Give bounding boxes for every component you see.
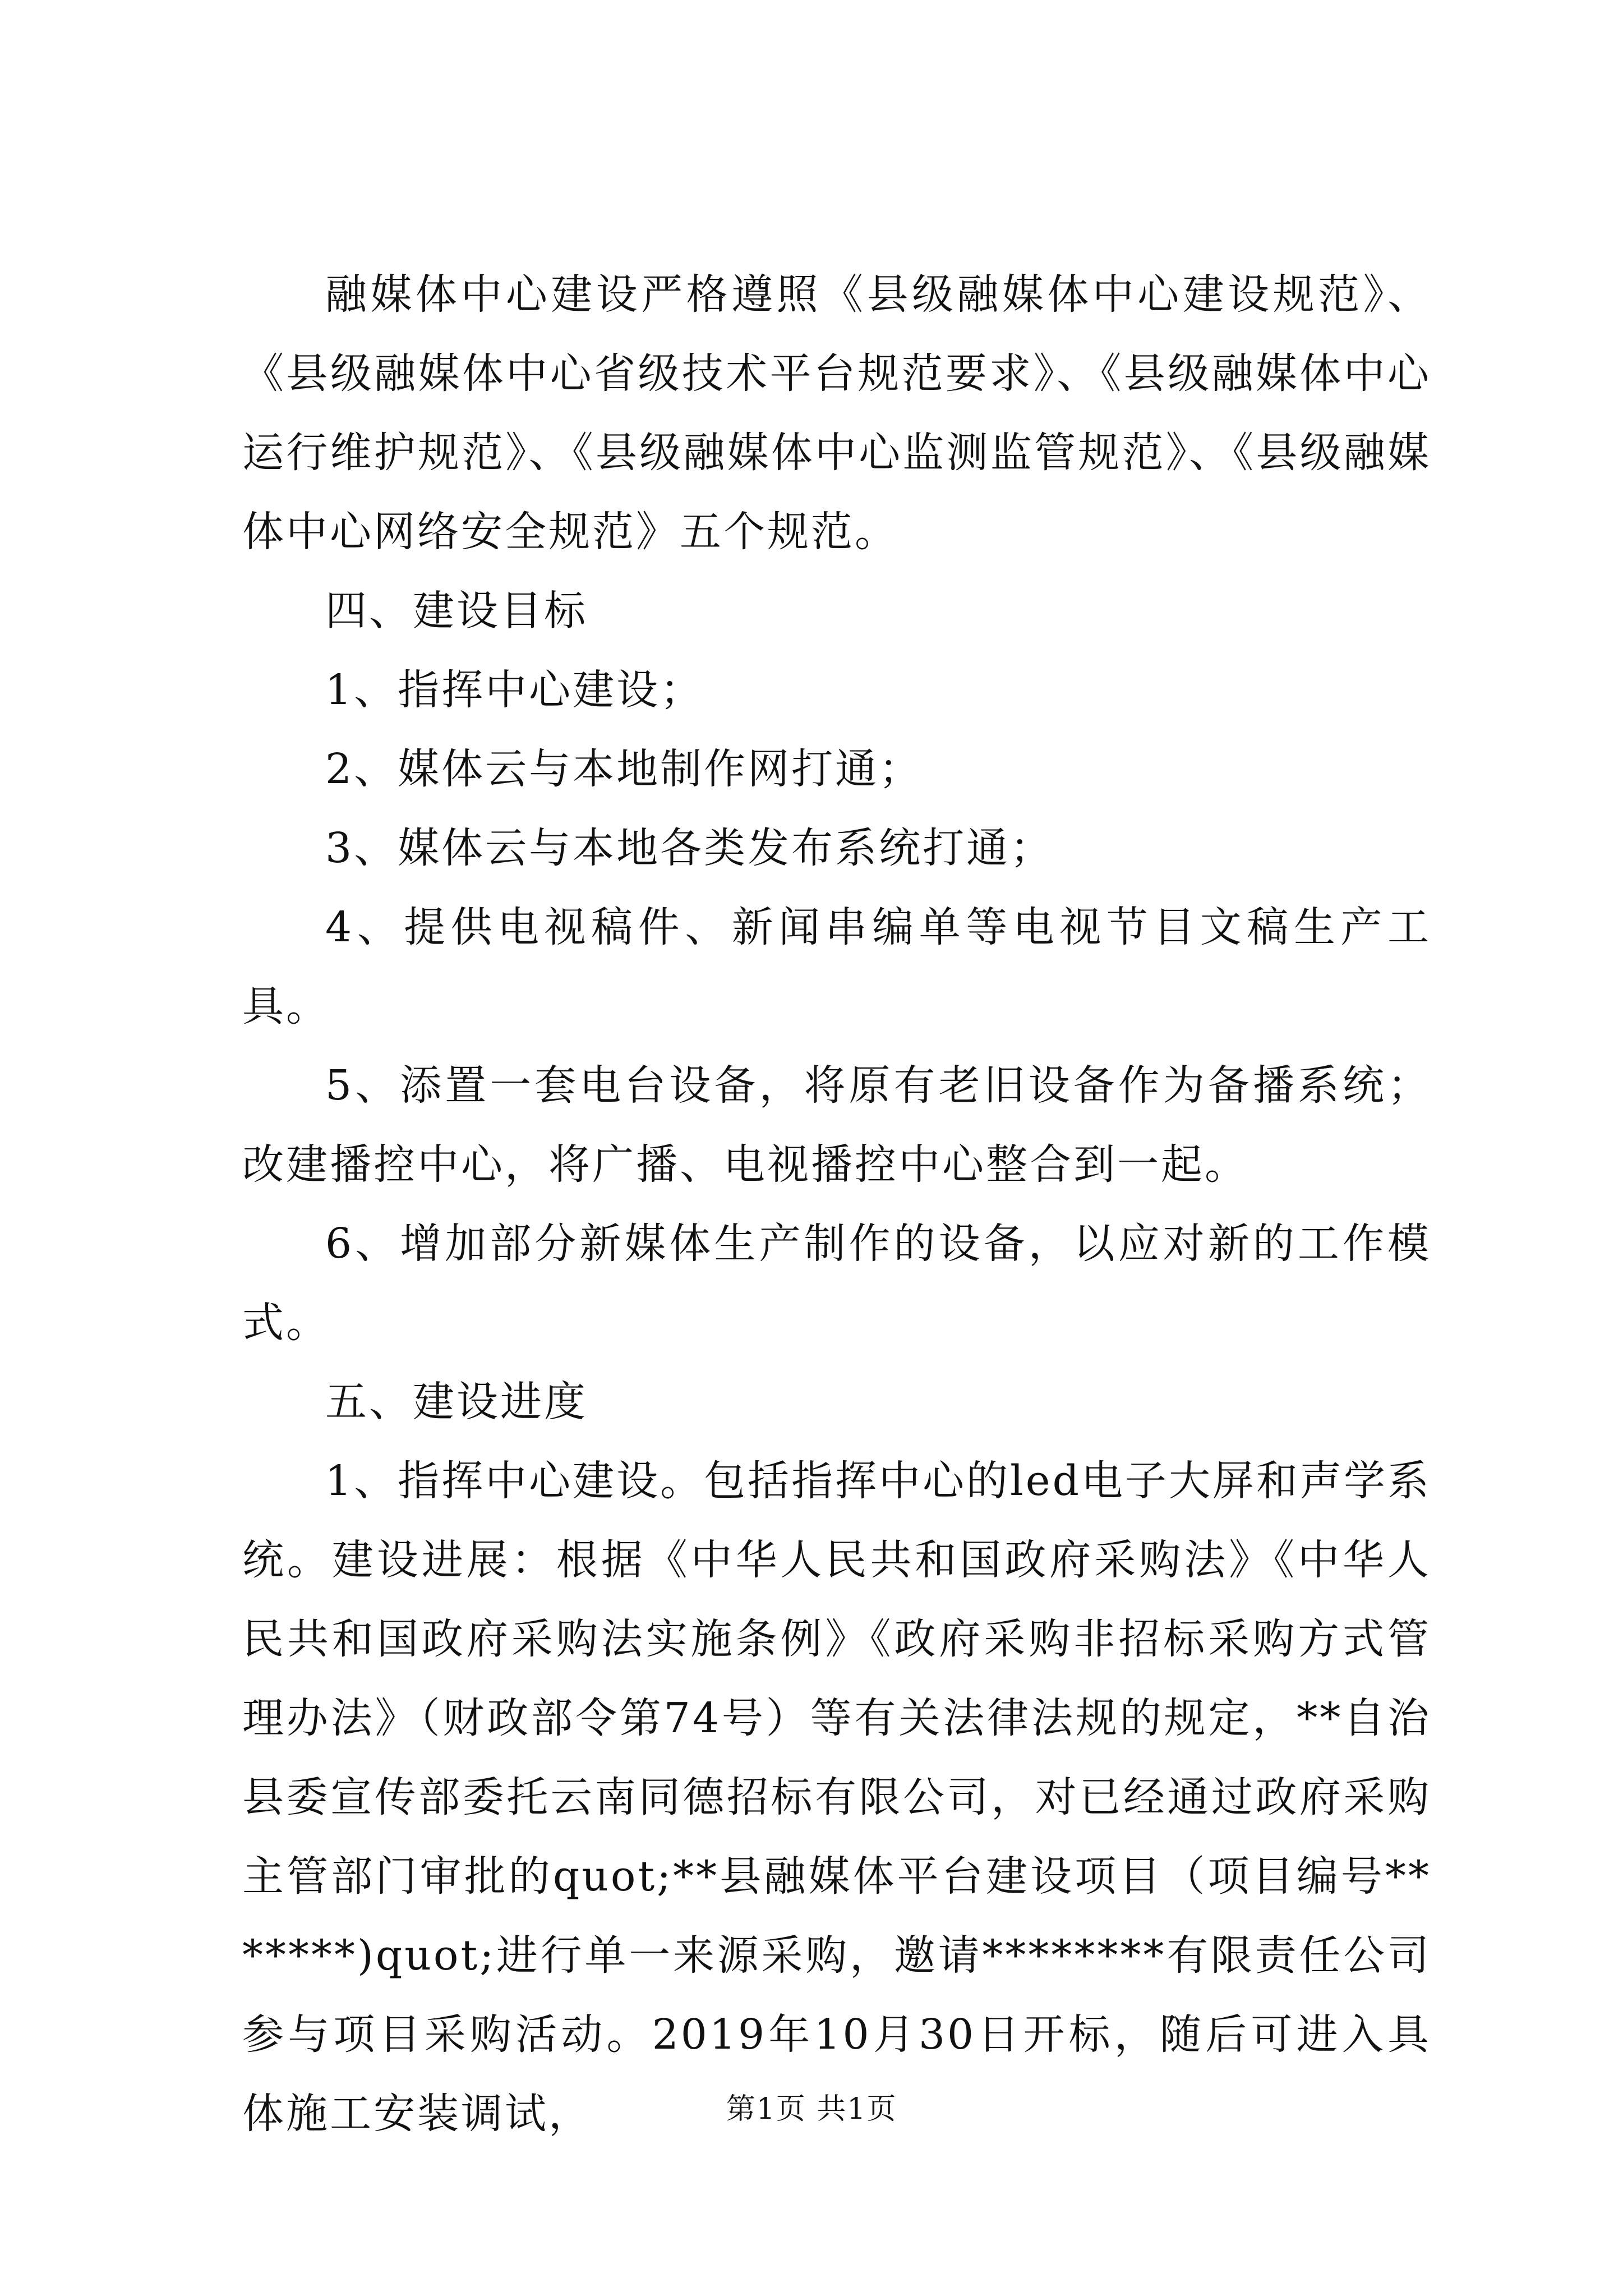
goal-item-4: 4、提供电视稿件、新闻串编单等电视节目文稿生产工具。 bbox=[242, 903, 1431, 1030]
goal-item-5: 5、添置一套电台设备，将原有老旧设备作为备播系统；改建播控中心，将广播、电视播控中心整合到一起。 bbox=[242, 1061, 1431, 1189]
goal-item-1: 1、指挥中心建设； bbox=[325, 666, 704, 714]
goal-item-6: 6、增加部分新媒体生产制作的设备，以应对新的工作模式。 bbox=[242, 1220, 1431, 1347]
progress-item-1: 1、指挥中心建设。包括指挥中心的led电子大屏和声学系统。建设进展：根据《中华人民共和国政府采购法》《中华人民共和国政府采购法实施条例》《政府采购非招标采购方式管理办法》（财政部令第74号）等有关法律法规的规定，**自治县委宣传部委托云南同德招标有限公司，对已经通过政府采购主管部门审批的quot;**县融媒体平台建设项目（项目编号*******)quot;进行单一来源采购，邀请********有限责任公司参与项目采购活动。2019年10月30日开标，随后可进入具体施工安装调试， bbox=[242, 1457, 1431, 2138]
heading-construction-progress: 五、建设进度 bbox=[325, 1378, 588, 1426]
paragraph-standards: 融媒体中心建设严格遵照《县级融媒体中心建设规范》、《县级融媒体中心省级技术平台规范要求》、《县级融媒体中心运行维护规范》、《县级融媒体中心监测监管规范》、《县级融媒体中心网络安全规范》五个规范。 bbox=[242, 270, 1431, 556]
goal-item-3: 3、媒体云与本地各类发布系统打通； bbox=[325, 824, 1054, 872]
document-body bbox=[242, 255, 1431, 2154]
page-footer: 第1页 共1页 bbox=[726, 2092, 897, 2126]
goal-item-2: 2、媒体云与本地制作网打通； bbox=[325, 745, 923, 793]
heading-construction-goals: 四、建设目标 bbox=[325, 587, 588, 635]
